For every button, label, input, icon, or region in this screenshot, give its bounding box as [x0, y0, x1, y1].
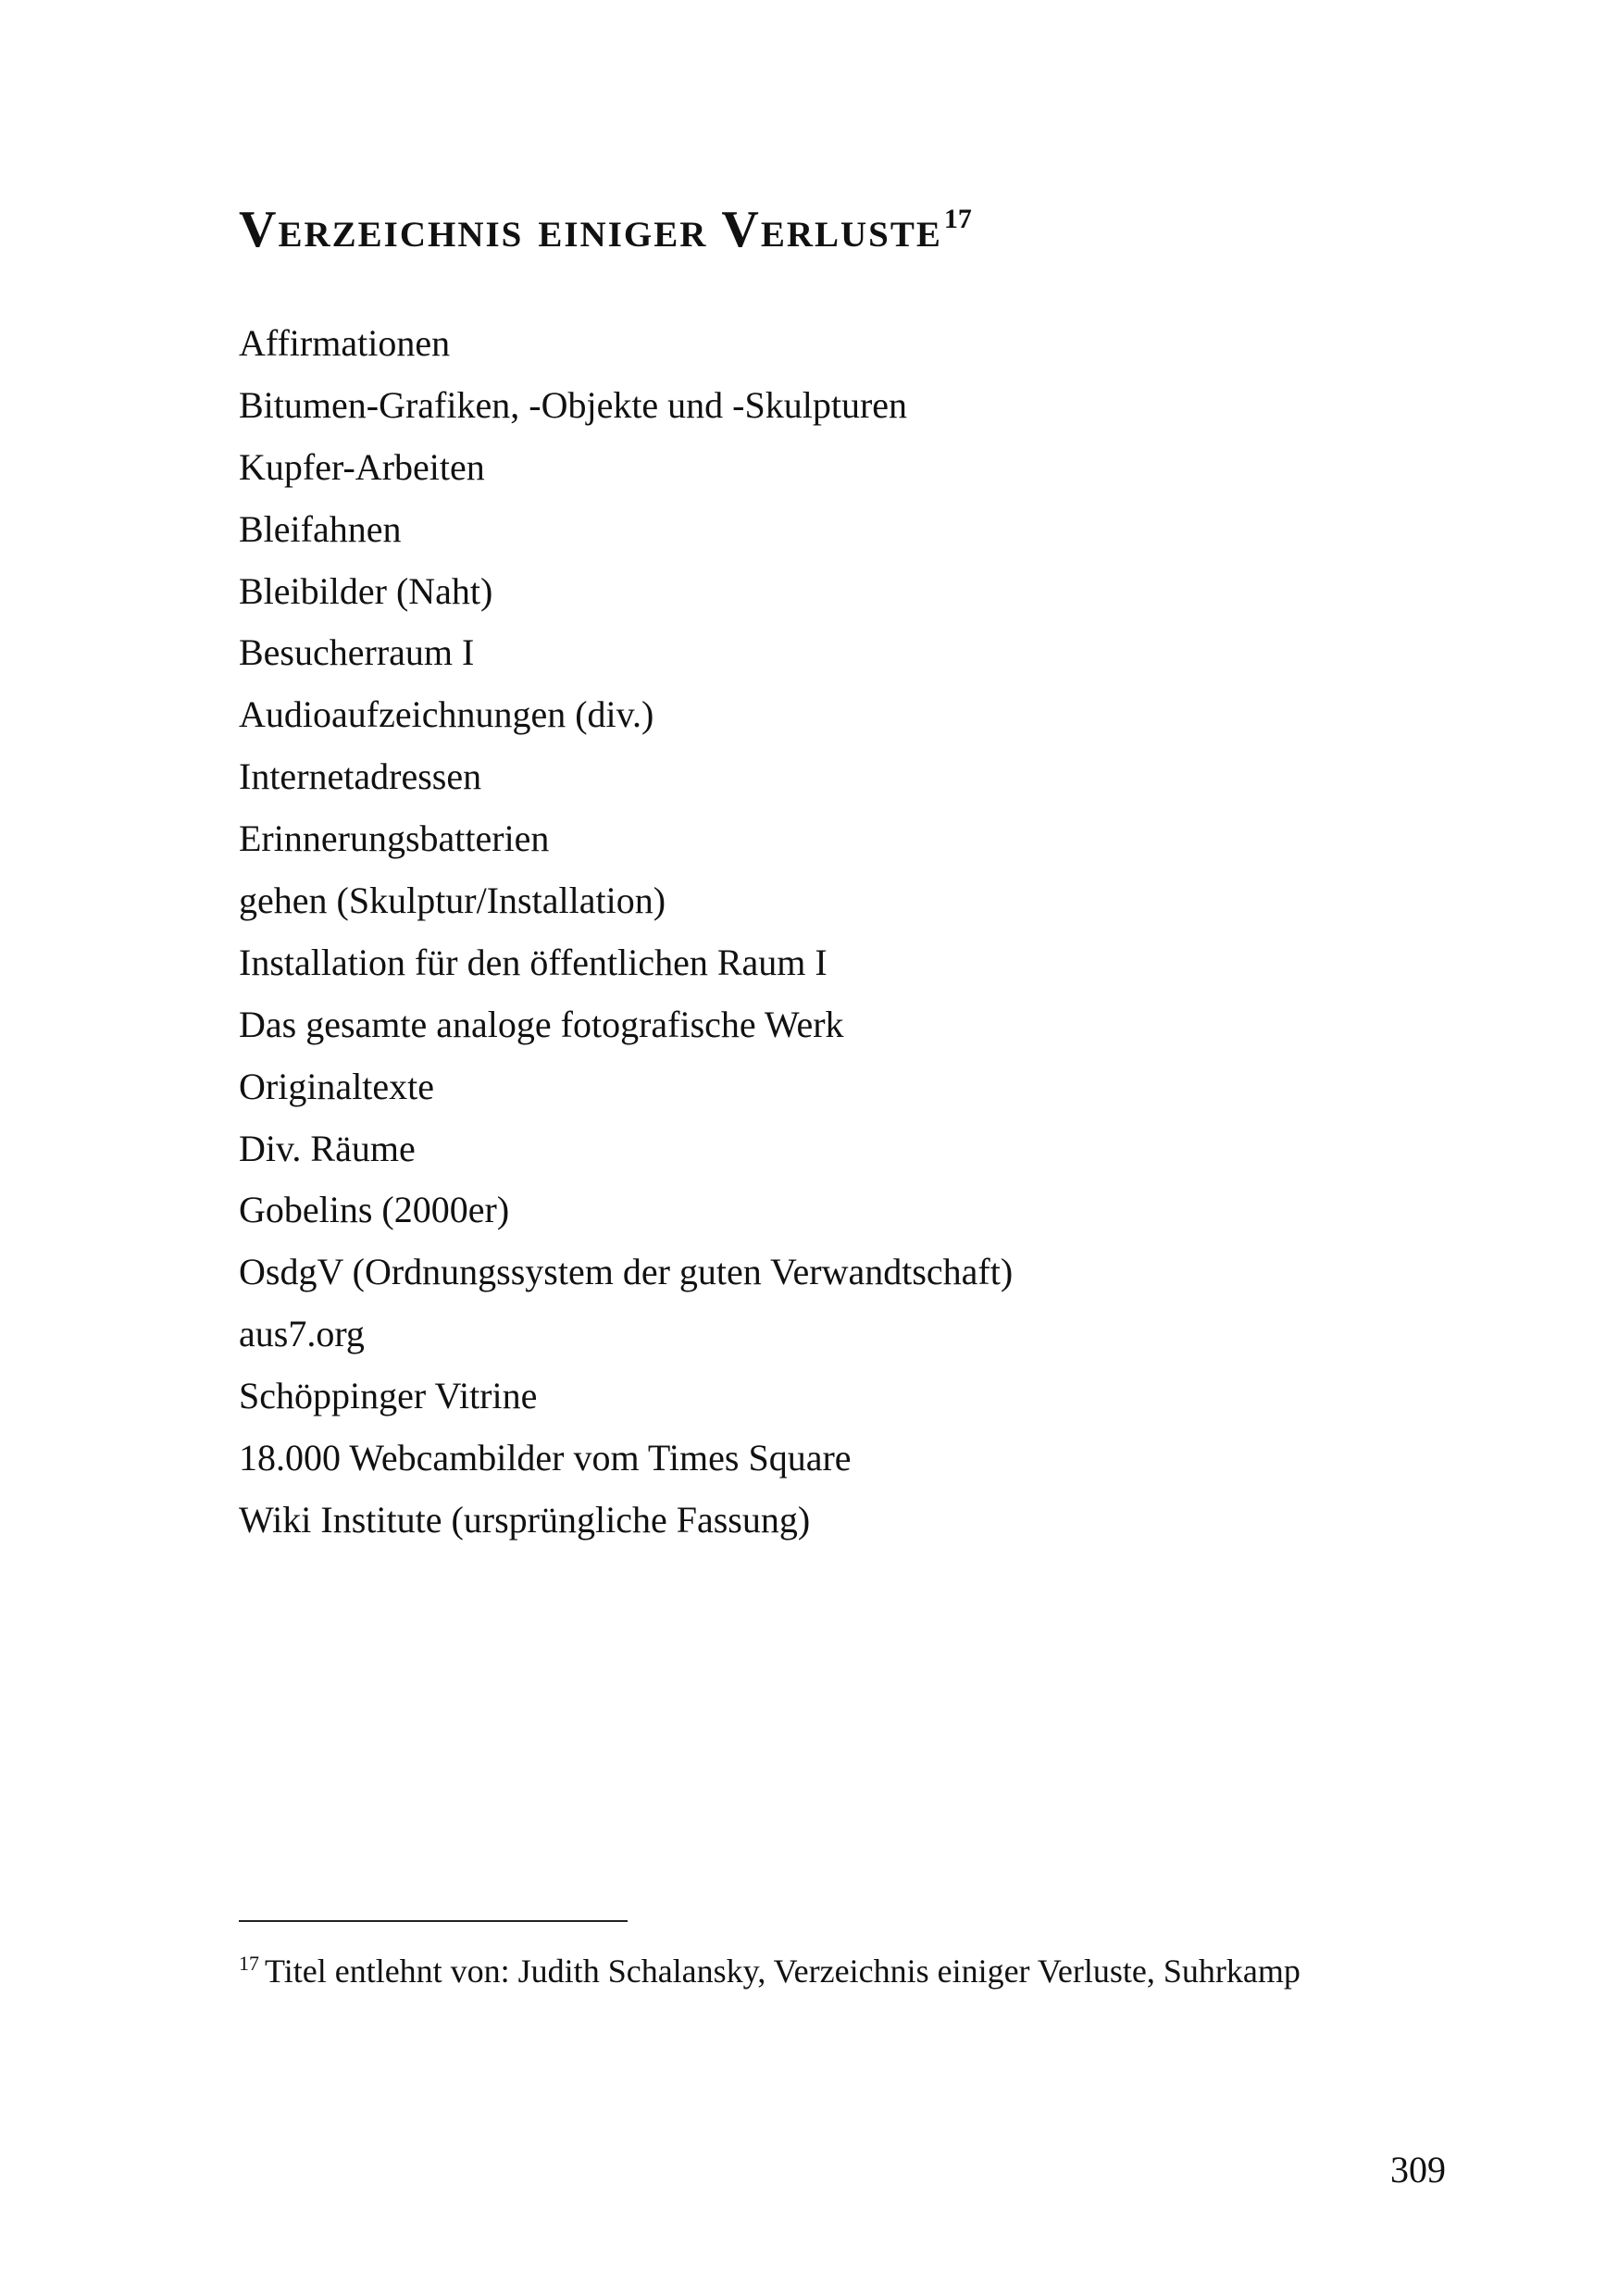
list-item: Bitumen-Grafiken, -Objekte und -Skulpturen	[239, 383, 908, 426]
list-item: Originaltexte	[239, 1065, 435, 1107]
list-item: Kupfer-Arbeiten	[239, 445, 485, 488]
list-item: Internetadressen	[239, 755, 482, 798]
list-item: aus7.org	[239, 1313, 365, 1355]
list-item: gehen (Skulptur/Installation)	[239, 880, 666, 922]
list-item: Audioaufzeichnungen (div.)	[239, 693, 654, 736]
list-item: Installation für den öffentlichen Raum I	[239, 941, 828, 983]
footnote-divider	[239, 1920, 628, 1922]
list-item: Wiki Institute (ursprüngliche Fassung)	[239, 1498, 811, 1541]
page-number: 309	[1390, 2149, 1446, 2190]
list-item: Erinnerungsbatterien	[239, 817, 550, 860]
page-heading	[239, 201, 972, 258]
list-item: Besucherraum I	[239, 631, 475, 674]
list-item: Schöppinger Vitrine	[239, 1375, 538, 1417]
list-item: 18.000 Webcambilder vom Times Square	[239, 1437, 852, 1479]
list-item: Affirmationen	[239, 322, 451, 364]
list-item: Das gesamte analoge fotografische Werk	[239, 1003, 844, 1045]
list-item: OsdgV (Ordnungssystem der guten Verwandtschaft)	[239, 1251, 1014, 1293]
list-item: Bleifahnen	[239, 507, 402, 550]
heading-footnote-ref: 17	[943, 204, 972, 235]
list-item: Div. Räume	[239, 1127, 416, 1169]
footnote	[239, 1952, 1301, 1991]
heading-title: Verzeichnis einiger Verluste	[239, 201, 942, 258]
list-item: Bleibilder (Naht)	[239, 569, 493, 612]
footnote-number: 17	[239, 1952, 259, 1975]
footnote-text: Titel entlehnt von: Judith Schalansky, Verzeichnis einiger Verluste, Suhrkamp	[265, 1953, 1301, 1990]
list-item: Gobelins (2000er)	[239, 1189, 510, 1231]
loss-list	[239, 313, 1013, 1552]
